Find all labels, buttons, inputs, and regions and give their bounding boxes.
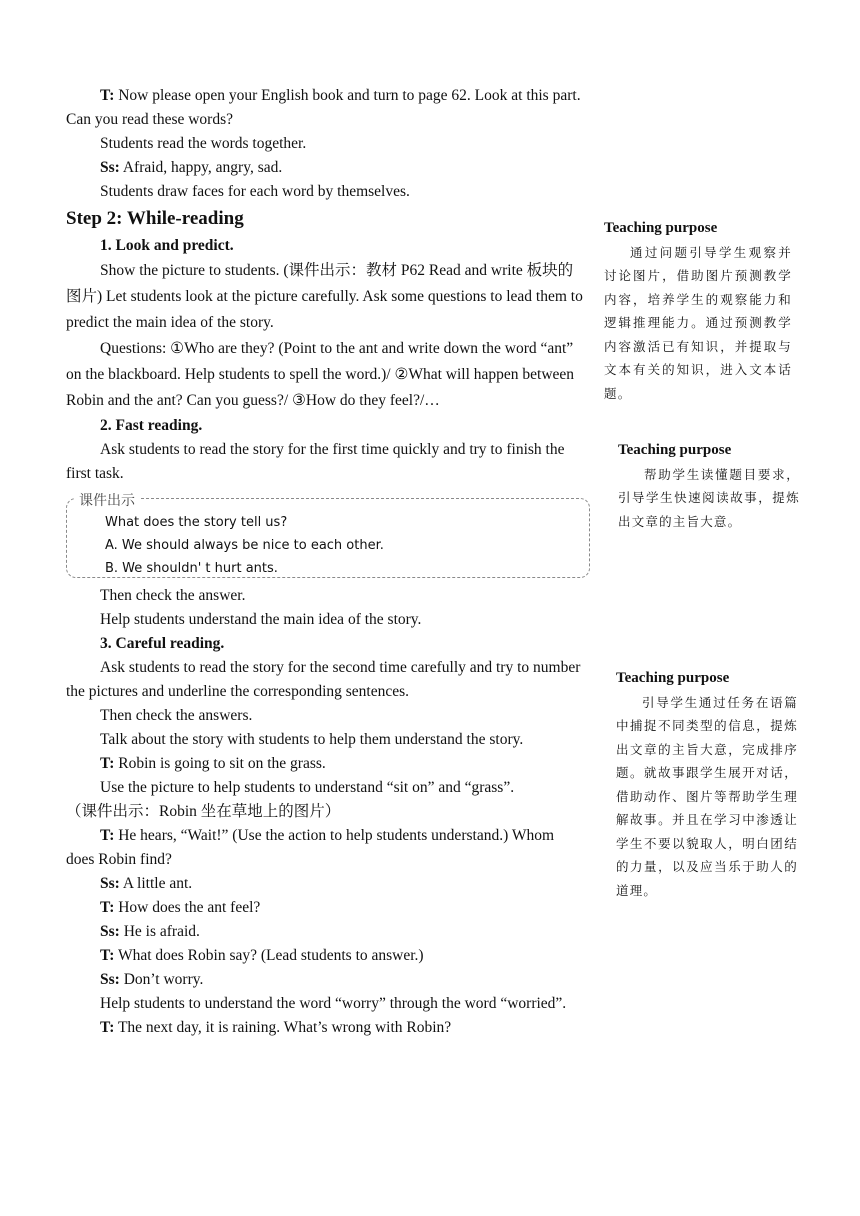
dialogue-line — [66, 872, 586, 896]
note-title: Teaching purpose — [618, 442, 732, 458]
dialogue-line — [66, 1016, 586, 1040]
paragraph: Help students understand the main idea of the story. — [100, 611, 422, 628]
dialogue-text: Don’t worry. — [119, 971, 204, 988]
paragraph-text: Now please open your English book and turn to page 62. Look at this part. Can you read these words? — [66, 87, 581, 128]
paragraph — [66, 84, 586, 132]
section-title: 2. Fast reading. — [100, 417, 203, 434]
paragraph: Ask students to read the story for the second time carefully and try to number the pictures and underline the corresponding sentences. — [66, 659, 581, 700]
dialogue-line — [66, 920, 586, 944]
section-title: 3. Careful reading. — [100, 635, 225, 652]
section-title: 1. Look and predict. — [100, 237, 234, 254]
paragraph: Talk about the story with students to help them understand the story. — [100, 731, 524, 748]
dialogue-line — [66, 944, 586, 968]
note-content: 帮助学生读懂题目要求，引导学生快速阅读故事，提炼出文章的主旨大意。 — [618, 466, 800, 529]
paragraph: Show the picture to students. (课件出示：教材 P62 Read and write 板块的图片) Let students look at the picture carefully. Ask some questions to lead them to predict the main idea of the story. — [66, 262, 583, 331]
paragraph: Then check the answer. — [100, 587, 246, 604]
speaker-label: Ss: — [100, 971, 120, 988]
paragraph: Questions: ①Who are they? (Point to the ant and write down the word “ant” on the blackboard. Help students to spell the word.)/ ②What will happen between Robin and the ant? Can you guess?/ ③How do they feel?/… — [66, 340, 575, 409]
dialogue-text: He hears, “Wait!” (Use the action to help students understand.) Whom does Robin find? — [66, 827, 555, 868]
courseware-box — [66, 493, 590, 578]
box-option-b: B. We shouldn' t hurt ants. — [105, 561, 278, 576]
paragraph: Students draw faces for each word by themselves. — [100, 183, 410, 200]
lesson-body — [66, 84, 586, 1040]
dialogue-text: A little ant. — [119, 875, 193, 892]
paragraph — [66, 156, 586, 180]
paragraph: Use the picture to help students to understand “sit on” and “grass”. — [100, 779, 515, 796]
dialogue-text: How does the ant feel? — [114, 899, 261, 916]
speaker-label: T: — [100, 947, 115, 964]
note-content: 引导学生通过任务在语篇中捕捉不同类型的信息，提炼出文章的主旨大意，完成排序题。就故事跟学生展开对话，借助动作、图片等帮助学生理解故事。并且在学习中渗透让学生不要以貌取人，明白团结的力量，以及应当乐于助人的道理。 — [616, 694, 798, 898]
dialogue-line — [66, 968, 586, 992]
speaker-label: Ss: — [100, 875, 120, 892]
dialogue-line — [66, 824, 586, 872]
dialogue-text: The next day, it is raining. What’s wrong with Robin? — [114, 1019, 452, 1036]
paragraph: Help students to understand the word “worry” through the word “worried”. — [100, 995, 567, 1012]
note-title: Teaching purpose — [604, 220, 718, 236]
paragraph: Ask students to read the story for the first time quickly and try to finish the first task. — [66, 441, 565, 482]
speaker-label: T: — [100, 755, 115, 772]
speaker-label: Ss: — [100, 923, 120, 940]
speaker-label: T: — [100, 87, 115, 104]
paragraph: （课件出示：Robin 坐在草地上的图片） — [66, 803, 341, 820]
teaching-purpose-note — [616, 667, 798, 902]
speaker-label: T: — [100, 827, 115, 844]
dialogue-line — [66, 896, 586, 920]
speaker-label: T: — [100, 899, 115, 916]
teaching-purpose-note — [604, 217, 792, 405]
step-heading: Step 2: While-reading — [66, 208, 244, 229]
paragraph: Then check the answers. — [100, 707, 253, 724]
note-title: Teaching purpose — [616, 670, 730, 686]
dialogue-line — [66, 752, 586, 776]
courseware-tag: 课件出示 — [75, 489, 139, 513]
paragraph: Students read the words together. — [100, 135, 307, 152]
speaker-label: Ss: — [100, 159, 120, 176]
note-content: 通过问题引导学生观察并讨论图片，借助图片预测教学内容，培养学生的观察能力和逻辑推理能力。通过预测教学内容激活已有知识，并提取与文本有关的知识，进入文本话题。 — [604, 244, 792, 401]
teaching-purpose-note — [618, 439, 800, 533]
dialogue-text: What does Robin say? (Lead students to answer.) — [114, 947, 424, 964]
speaker-label: T: — [100, 1019, 115, 1036]
dialogue-text: Robin is going to sit on the grass. — [114, 755, 326, 772]
dialogue-text: He is afraid. — [119, 923, 200, 940]
box-option-a: A. We should always be nice to each other. — [105, 538, 384, 553]
box-question: What does the story tell us? — [105, 515, 288, 530]
paragraph-text: Afraid, happy, angry, sad. — [119, 159, 283, 176]
